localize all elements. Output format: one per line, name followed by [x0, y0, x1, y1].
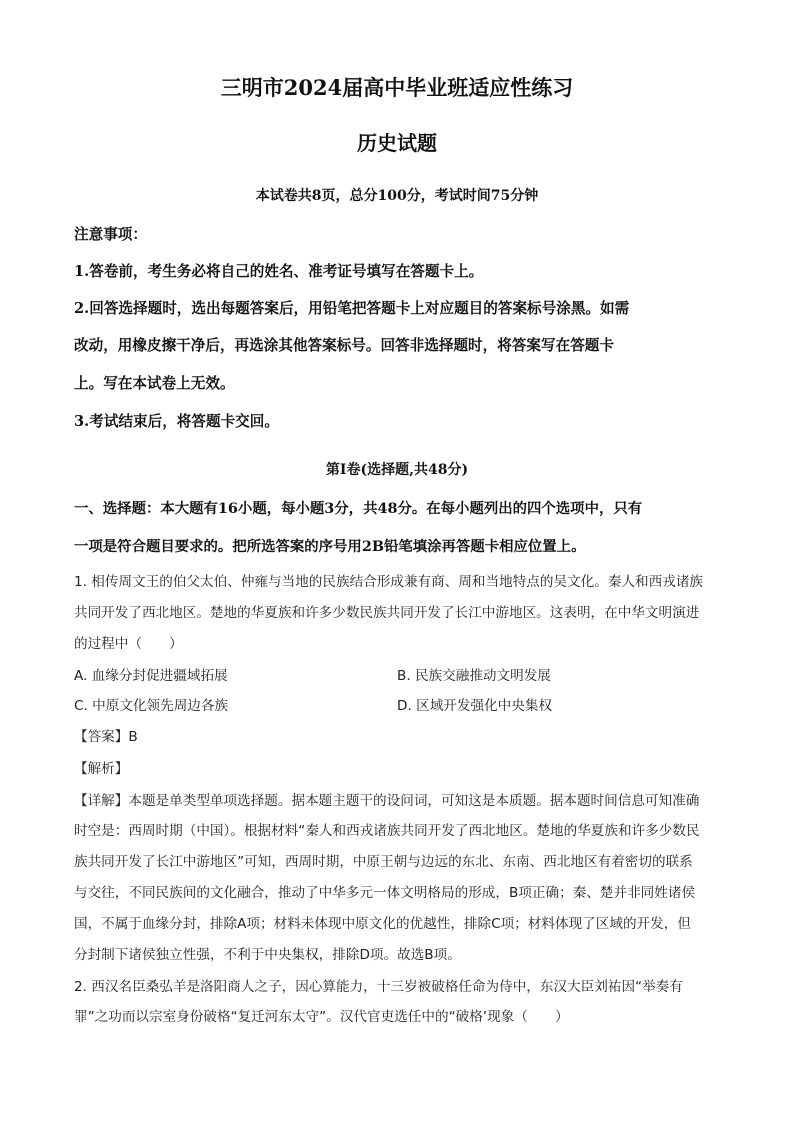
option-a: A. 血缘分封促进疆域拓展 — [74, 668, 228, 684]
option-d: D. 区域开发强化中央集权 — [397, 698, 553, 714]
question-1-stem: 的过程中（ ） — [74, 636, 183, 652]
detail-line: 国，不属于血缘分封，排除A项；材料未体现中原文化的优越性，排除C项；材料体现了区域的开发，但 — [74, 916, 691, 932]
option-b: B. 民族交融推动文明发展 — [397, 668, 551, 684]
detail-line: 分封制下诸侯独立性强，不利于中央集权，排除D项。故选B项。 — [74, 947, 461, 963]
detail-line: 【详解】本题是单类型单项选择题。据本题主题干的设问词，可知这是本质题。据本题时间信息可知准确 — [74, 793, 700, 809]
notice-line: 改动，用橡皮擦干净后，再选涂其他答案标号。回答非选择题时，将答案写在答题卡 — [74, 337, 614, 354]
question-2-stem: 罪”之功而以宗室身份破格“复迁河东太守”。汉代官吏选任中的“破格’现象（ ） — [74, 1009, 569, 1025]
detail-line: 时空是：西周时期（中国）。根据材料“秦人和西戎诸族共同开发了西北地区。楚地的华夏族和许多少数民 — [74, 823, 700, 839]
question-1-stem: 1. 相传周文王的伯父太伯、仲雍与当地的民族结合形成兼有商、周和当地特点的吴文化。秦人和西戎诸族 — [74, 574, 704, 590]
detail-line: 族共同开发了长江中游地区”可知，西周时期，中原王朝与边远的东北、东南、西北地区有着密切的联系 — [74, 854, 693, 870]
notice-line: 3.考试结束后，将答题卡交回。 — [74, 413, 279, 430]
notice-line: 上。写在本试卷上无效。 — [74, 375, 235, 392]
answer-label: 【答案】B — [74, 729, 138, 745]
section-instruction: 一项是符合题目要求的。把所选答案的序号用2B铅笔填涂再答题卡相应位置上。 — [74, 538, 586, 555]
notice-line: 1.答卷前，考生务必将自己的姓名、准考证号填写在答题卡上。 — [74, 263, 484, 280]
option-c: C. 中原文化领先周边各族 — [74, 698, 229, 714]
section-title: 第Ⅰ卷(选择题,共48分) — [325, 462, 469, 478]
notice-heading: 注意事项： — [74, 226, 147, 243]
exam-info: 本试卷共8页，总分100分，考试时间75分钟 — [255, 188, 539, 204]
question-2-stem: 2. 西汉名臣桑弘羊是洛阳商人之子，因心算能力，十三岁被破格任命为侍中，东汉大臣刘祐因“举奏有 — [74, 979, 683, 995]
section-instruction: 一、选择题：本大题有16小题，每小题3分，共48分。在每小题列出的四个选项中，只有 — [74, 500, 643, 517]
notice-line: 2.回答选择题时，选出每题答案后，用铅笔把答题卡上对应题目的答案标号涂黑。如需 — [74, 300, 630, 317]
page-title: 三明市2024届高中毕业班适应性练习 — [220, 75, 574, 100]
question-1-stem: 共同开发了西北地区。楚地的华夏族和许多少数民族共同开发了长江中游地区。这表明，在中华文明演进 — [74, 605, 700, 621]
page-subtitle: 历史试题 — [357, 131, 437, 155]
detail-line: 与交往，不同民族间的文化融合，推动了中华多元一体文明格局的形成，B项正确；秦、楚并非同姓诸侯 — [74, 885, 696, 901]
analysis-label: 【解析】 — [74, 761, 129, 777]
